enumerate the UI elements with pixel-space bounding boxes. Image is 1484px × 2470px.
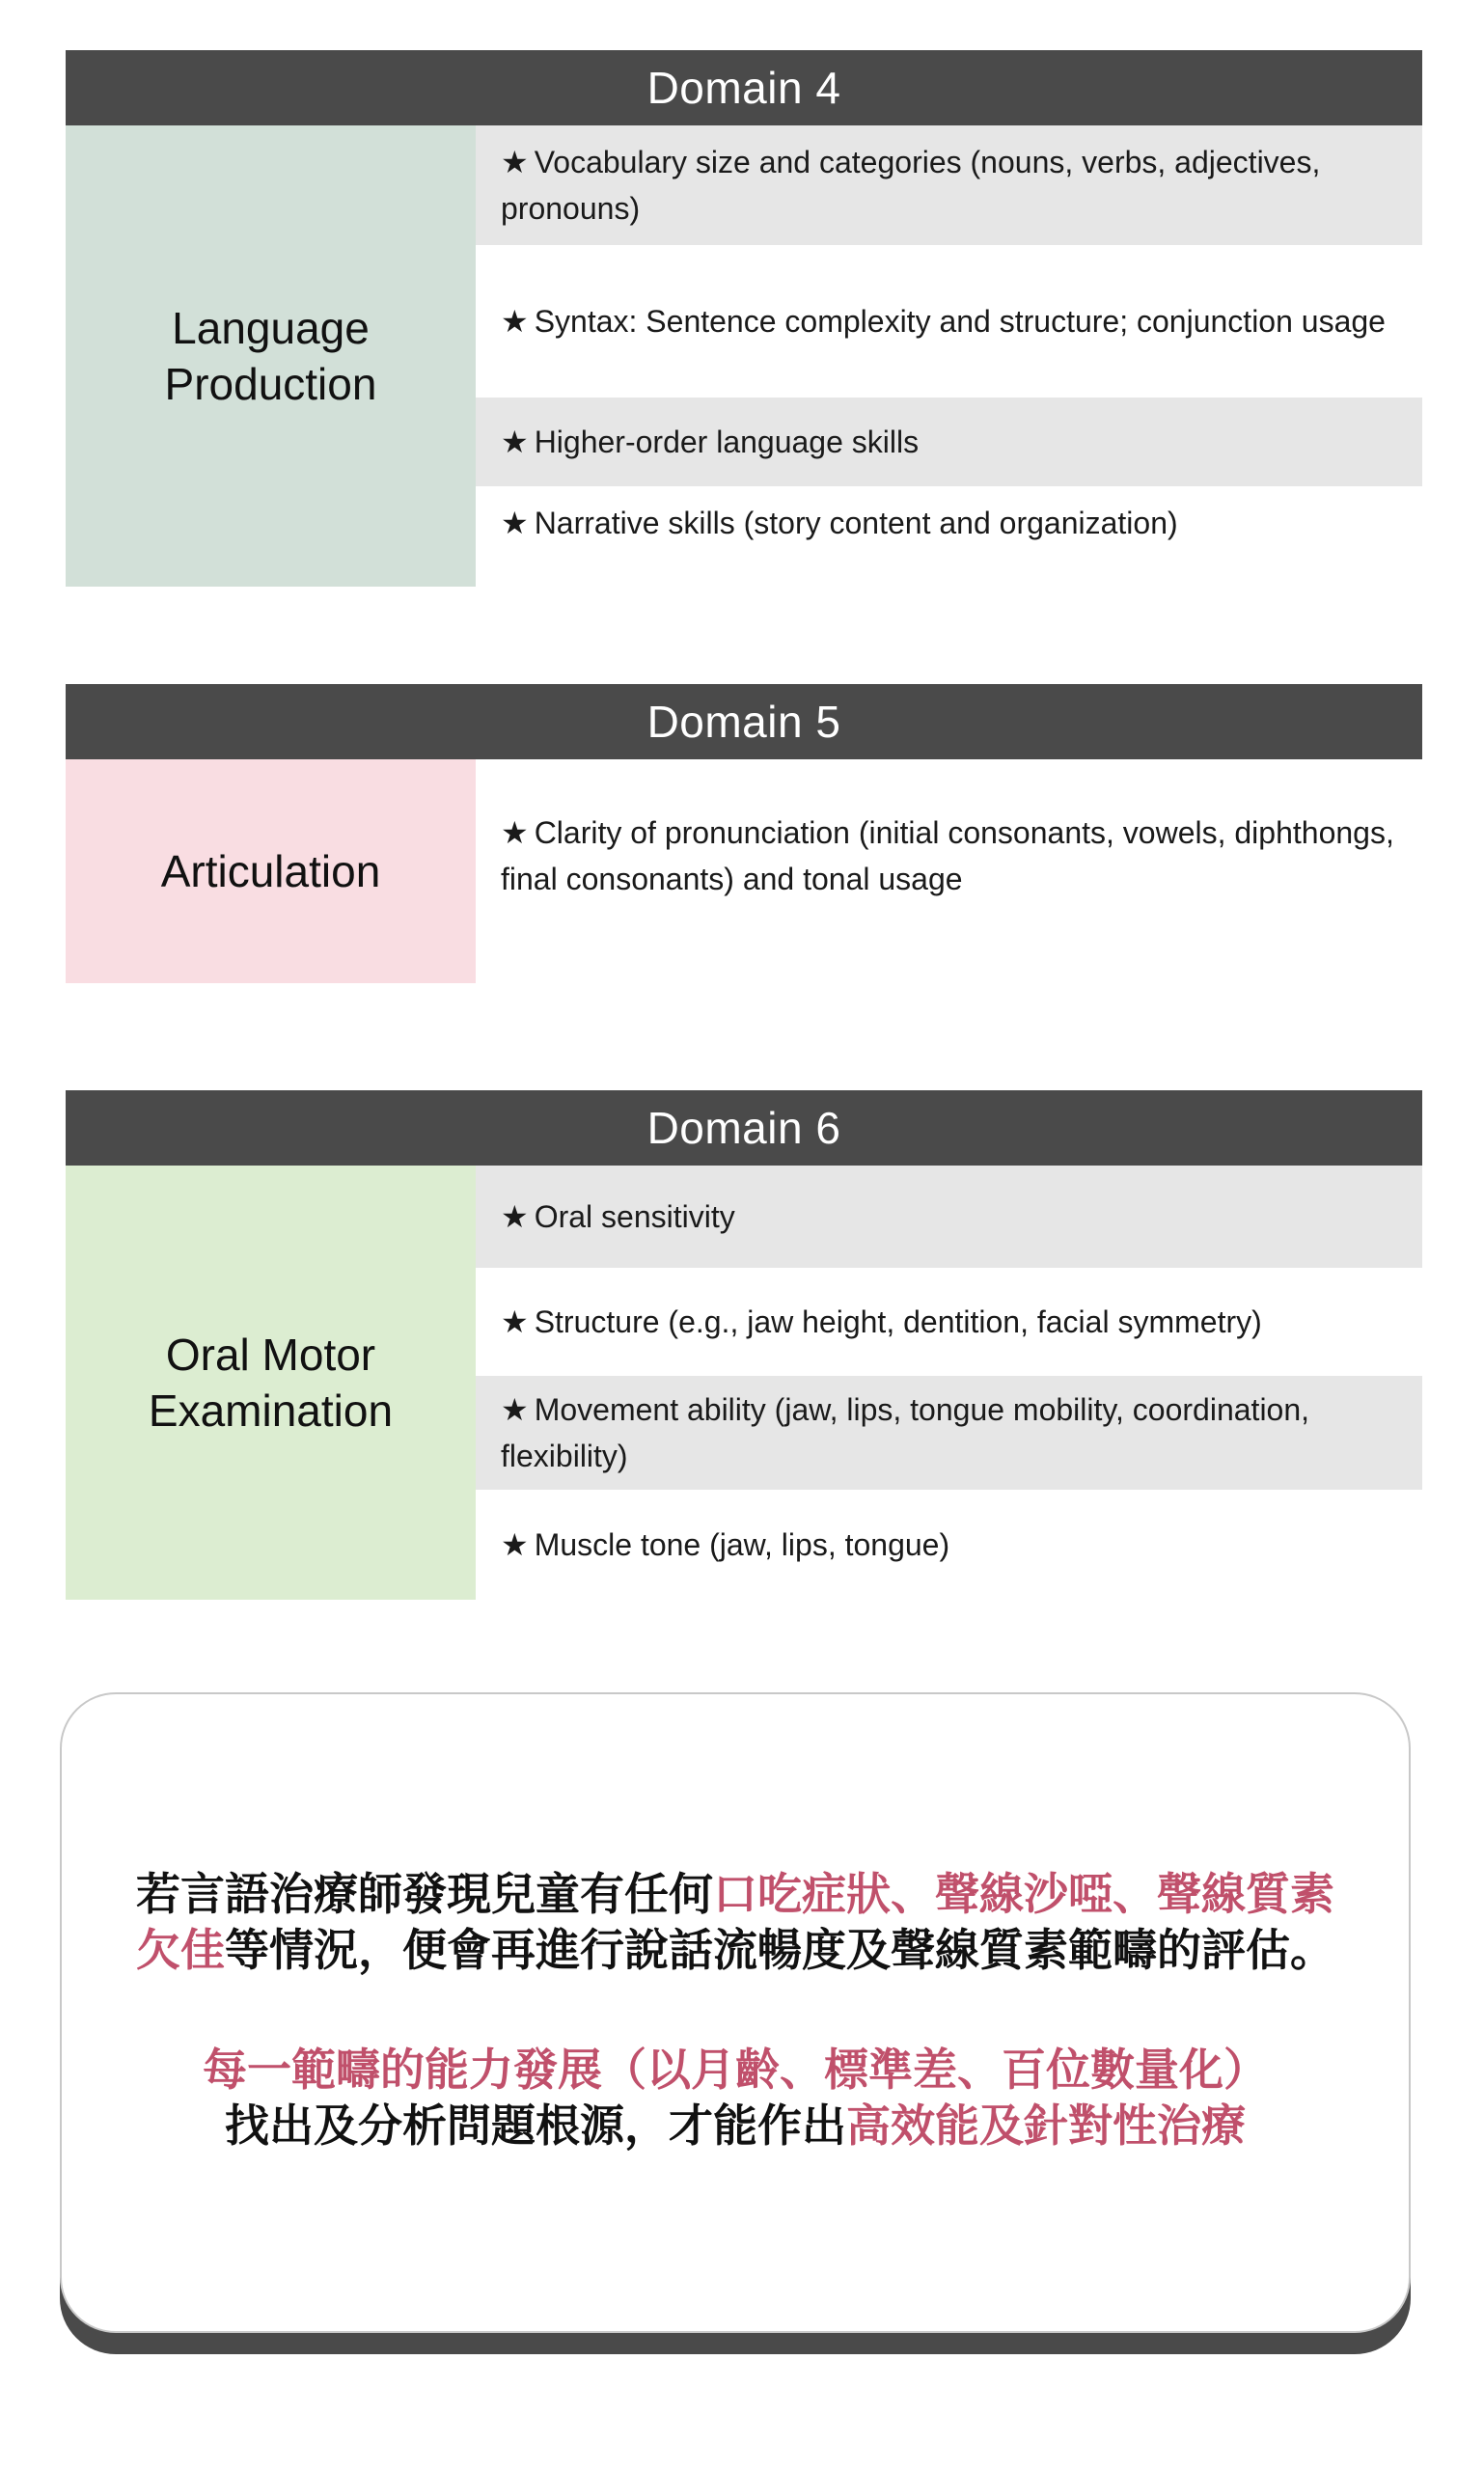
domain-4-header: Domain 4 <box>66 50 1422 125</box>
item-text: Narrative skills (story content and organization) <box>534 506 1178 540</box>
item-text: Vocabulary size and categories (nouns, verbs, adjectives, pronouns) <box>501 145 1321 226</box>
domain-6-header: Domain 6 <box>66 1090 1422 1166</box>
list-item <box>476 1166 1422 1268</box>
item-text: Oral sensitivity <box>534 1199 735 1234</box>
list-item <box>476 759 1422 983</box>
list-item <box>476 486 1422 587</box>
note-card <box>60 1692 1411 2333</box>
star-icon: ★ <box>501 815 529 850</box>
item-text: Syntax: Sentence complexity and structure; conjunction usage <box>534 304 1386 339</box>
domain-5-label: Articulation <box>66 759 476 983</box>
star-icon: ★ <box>501 1199 529 1234</box>
domain-6-label: Oral Motor Examination <box>66 1166 476 1600</box>
star-icon: ★ <box>501 304 529 339</box>
item-text: Muscle tone (jaw, lips, tongue) <box>534 1527 950 1562</box>
list-item <box>476 125 1422 245</box>
star-icon: ★ <box>501 506 529 540</box>
star-icon: ★ <box>501 1392 529 1427</box>
note-highlight: 高效能及針對性治療 <box>846 2100 1246 2151</box>
list-item <box>476 1376 1422 1490</box>
note-text: 找出及分析問題根源，才能作出 <box>225 2100 846 2151</box>
star-icon: ★ <box>501 1304 529 1339</box>
item-text: Movement ability (jaw, lips, tongue mobility, coordination, flexibility) <box>501 1392 1310 1473</box>
note-highlight: 每一範疇的能力發展（以月齡、標準差、百位數量化） <box>203 2045 1268 2095</box>
star-icon: ★ <box>501 1527 529 1562</box>
star-icon: ★ <box>501 145 529 179</box>
list-item <box>476 1268 1422 1376</box>
domain-4-items <box>476 125 1422 587</box>
list-item <box>476 398 1422 486</box>
list-item <box>476 1490 1422 1600</box>
note-paragraph-2 <box>62 2042 1409 2154</box>
domain-6-items <box>476 1166 1422 1600</box>
domain-4-label: Language Production <box>66 125 476 587</box>
item-text: Clarity of pronunciation (initial consonants, vowels, diphthongs, final consonants) and tonal usage <box>501 815 1394 896</box>
domain-5-table <box>66 684 1422 983</box>
domain-6-table <box>66 1090 1422 1600</box>
domain-4-table <box>66 50 1422 587</box>
note-highlight: 欠佳 <box>136 1925 225 1975</box>
note-text: 若言語治療師發現兒童有任何 <box>136 1869 713 1919</box>
domain-5-items <box>476 759 1422 983</box>
star-icon: ★ <box>501 425 529 459</box>
note-highlight: 口吃症狀、聲線沙啞、聲線質素 <box>713 1869 1334 1919</box>
item-text: Structure (e.g., jaw height, dentition, facial symmetry) <box>534 1304 1262 1339</box>
note-paragraph-1 <box>62 1866 1409 1978</box>
note-text: 等情況，便會再進行說話流暢度及聲線質素範疇的評估。 <box>225 1925 1334 1975</box>
list-item <box>476 245 1422 398</box>
domain-5-header: Domain 5 <box>66 684 1422 759</box>
item-text: Higher-order language skills <box>534 425 920 459</box>
